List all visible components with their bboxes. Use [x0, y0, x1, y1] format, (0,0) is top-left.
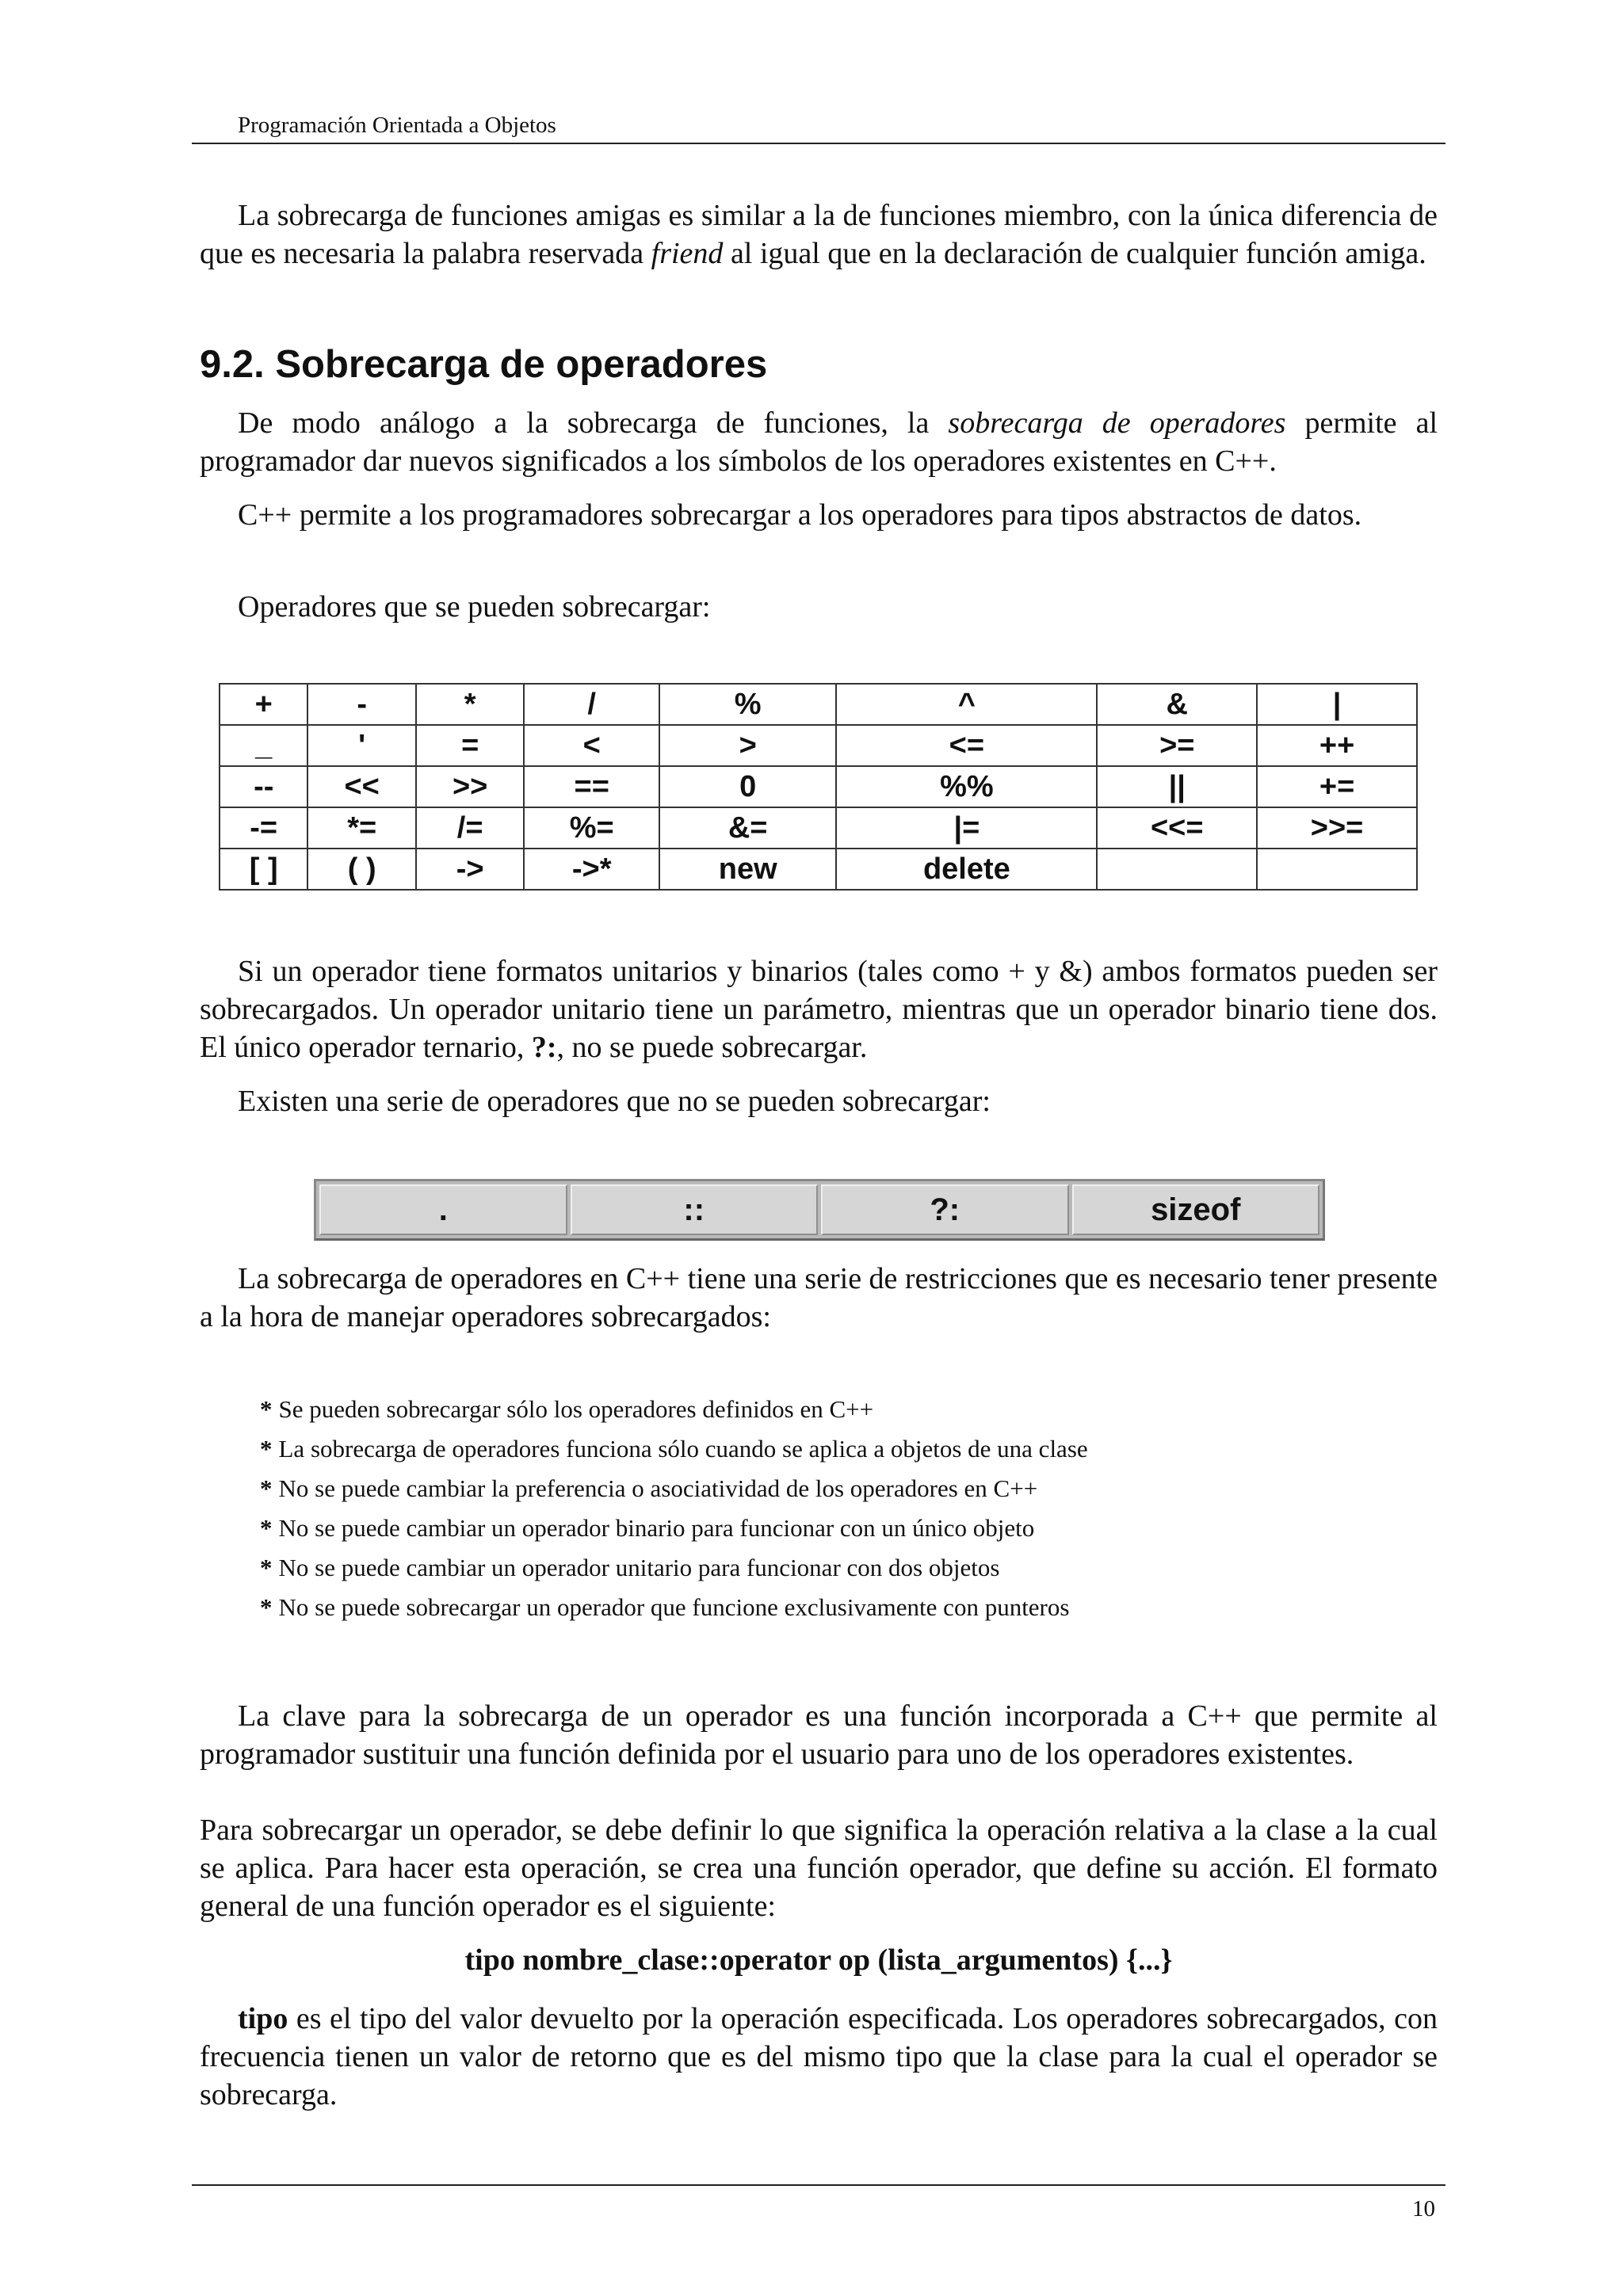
- operator-cell: <<: [307, 766, 415, 807]
- operator-cell: >=: [1097, 725, 1257, 766]
- operator-cell: _: [220, 725, 307, 766]
- operator-cell: >>=: [1257, 807, 1417, 849]
- friend-keyword: friend: [651, 237, 724, 270]
- paragraph-restrictions-intro: La sobrecarga de operadores en C++ tiene una serie de restricciones que es necesario tener presente a la hora de manejar operadores sobrecargados:: [200, 1262, 1438, 1333]
- restriction-item: [260, 1588, 1088, 1627]
- non-overloadable-operators-table: [314, 1179, 1325, 1241]
- operator-cell: -=: [220, 807, 307, 849]
- paragraph-how-to-overload: Para sobrecargar un operador, se debe definir lo que significa la operación relativa a la clase a la cual se aplica. Para hacer esta operación, se crea una función operador, que define su acción. El formato general de una función operador es el siguiente:: [200, 1814, 1438, 1923]
- operator-cell: ': [307, 725, 415, 766]
- restriction-text: No se puede cambiar la preferencia o asociatividad de los operadores en C++: [278, 1474, 1038, 1502]
- restriction-item: [260, 1508, 1088, 1548]
- general-format-formula: tipo nombre_clase::operator op (lista_argumentos) {...}: [464, 1943, 1173, 1977]
- operator-cell: <<=: [1097, 807, 1257, 849]
- restriction-text: La sobrecarga de operadores funciona sólo cuando se aplica a objetos de una clase: [278, 1435, 1088, 1463]
- operator-cell: %: [659, 684, 836, 725]
- paragraph-return-type: [200, 2000, 1438, 2114]
- tipo-keyword: tipo: [238, 2002, 288, 2035]
- intro-text-b: al igual que en la declaración de cualquier función amiga.: [723, 237, 1426, 270]
- non-overloadable-operator: sizeof: [1072, 1184, 1320, 1235]
- operator-cell: &=: [659, 807, 836, 849]
- bullet-star: *: [260, 1593, 273, 1621]
- operator-cell: ( ): [307, 849, 415, 890]
- operator-cell: |=: [836, 807, 1097, 849]
- operator-cell: ==: [524, 766, 659, 807]
- operator-cell: /: [524, 684, 659, 725]
- operators-row: [220, 766, 1417, 807]
- operator-cell: *: [416, 684, 524, 725]
- operator-cell: 0: [659, 766, 836, 807]
- running-header: Programación Orientada a Objetos: [238, 113, 556, 138]
- non-overloadable-operator: ::: [571, 1184, 819, 1235]
- operator-cell: [1257, 849, 1417, 890]
- operator-cell: >: [659, 725, 836, 766]
- operator-cell: ^: [836, 684, 1097, 725]
- operator-cell: >>: [416, 766, 524, 807]
- restriction-text: No se puede cambiar un operador unitario para funcionar con dos objetos: [278, 1554, 1000, 1581]
- operator-cell: ||: [1097, 766, 1257, 807]
- operator-cell: +: [220, 684, 307, 725]
- restriction-text: No se puede cambiar un operador binario para funcionar con un único objeto: [278, 1514, 1035, 1542]
- paragraph-abstract-types: C++ permite a los programadores sobrecargar a los operadores para tipos abstractos de datos.: [238, 498, 1362, 532]
- non-overloadable-operator: ?:: [821, 1184, 1069, 1235]
- paragraph-key-concept: La clave para la sobrecarga de un operador es una función incorporada a C++ que permite al programador sustituir una función definida por el usuario para uno de los operadores existentes.: [200, 1699, 1438, 1771]
- operator-cell: new: [659, 849, 836, 890]
- operators-row: [220, 684, 1417, 725]
- operator-cell: /=: [416, 807, 524, 849]
- operator-cell: <: [524, 725, 659, 766]
- operator-cell: +=: [1257, 766, 1417, 807]
- intro-paragraph: [200, 196, 1438, 273]
- operator-cell: ++: [1257, 725, 1417, 766]
- operator-cell: =: [416, 725, 524, 766]
- paragraph-definition: [200, 404, 1438, 480]
- non-overloadable-operator: .: [319, 1184, 567, 1235]
- restriction-text: Se pueden sobrecargar sólo los operadores definidos en C++: [278, 1395, 874, 1423]
- overloadable-operators-table: [219, 683, 1418, 891]
- section-title: 9.2. Sobrecarga de operadores: [200, 343, 768, 386]
- paragraph-non-overloadable-intro: Existen una serie de operadores que no se pueden sobrecargar:: [238, 1085, 991, 1118]
- p1-text-a: De modo análogo a la sobrecarga de funciones, la: [238, 406, 949, 440]
- operators-row: [220, 849, 1417, 890]
- operator-cell: [ ]: [220, 849, 307, 890]
- bullet-star: *: [260, 1554, 273, 1581]
- p9-text: es el tipo del valor devuelto por la operación especificada. Los operadores sobrecargados, con frecuencia tienen un valor de retorno que es del mismo tipo que la clase para la cual el operador se sobrecarga.: [200, 2002, 1438, 2111]
- ternary-operator: ?:: [531, 1031, 557, 1064]
- operator-cell: ->: [416, 849, 524, 890]
- operator-cell: delete: [836, 849, 1097, 890]
- operator-cell: |: [1257, 684, 1417, 725]
- header-rule: [192, 143, 1445, 144]
- operator-cell: <=: [836, 725, 1097, 766]
- footer-rule: [192, 2184, 1445, 2186]
- paragraph-overloadable-intro: Operadores que se pueden sobrecargar:: [238, 590, 711, 624]
- bullet-star: *: [260, 1435, 273, 1463]
- operator-cell: --: [220, 766, 307, 807]
- operator-cell: *=: [307, 807, 415, 849]
- p4-text-a: Si un operador tiene formatos unitarios y binarios (tales como + y &) ambos formatos pueden ser sobrecargados. Un operador unitario tiene un parámetro, mientras que un operador binario tiene dos. El único operador ternario,: [200, 955, 1438, 1064]
- bullet-star: *: [260, 1395, 273, 1423]
- operator-cell: %%: [836, 766, 1097, 807]
- intro-text-a: La sobrecarga de funciones amigas es similar a la de funciones miembro, con la única diferencia de que es necesaria la palabra reservada: [200, 199, 1438, 270]
- operators-row: [220, 725, 1417, 766]
- operator-cell: ->*: [524, 849, 659, 890]
- p1-emphasis: sobrecarga de operadores: [948, 406, 1286, 440]
- restriction-item: [260, 1548, 1088, 1588]
- restriction-item: [260, 1390, 1088, 1429]
- page-number: 10: [1412, 2196, 1435, 2222]
- restriction-item: [260, 1429, 1088, 1469]
- bullet-star: *: [260, 1474, 273, 1502]
- bullet-star: *: [260, 1514, 273, 1542]
- operator-cell: [1097, 849, 1257, 890]
- restrictions-list: [260, 1390, 1088, 1627]
- operators-row: [220, 807, 1417, 849]
- restriction-item: [260, 1469, 1088, 1508]
- operator-cell: -: [307, 684, 415, 725]
- p1-text-b: permite al programador dar nuevos significados a los símbolos de los operadores existentes en C++.: [200, 406, 1438, 478]
- operator-cell: &: [1097, 684, 1257, 725]
- paragraph-unary-binary: [200, 952, 1438, 1066]
- p4-text-b: , no se puede sobrecargar.: [556, 1031, 868, 1064]
- restriction-text: No se puede sobrecargar un operador que funcione exclusivamente con punteros: [278, 1593, 1070, 1621]
- operator-cell: %=: [524, 807, 659, 849]
